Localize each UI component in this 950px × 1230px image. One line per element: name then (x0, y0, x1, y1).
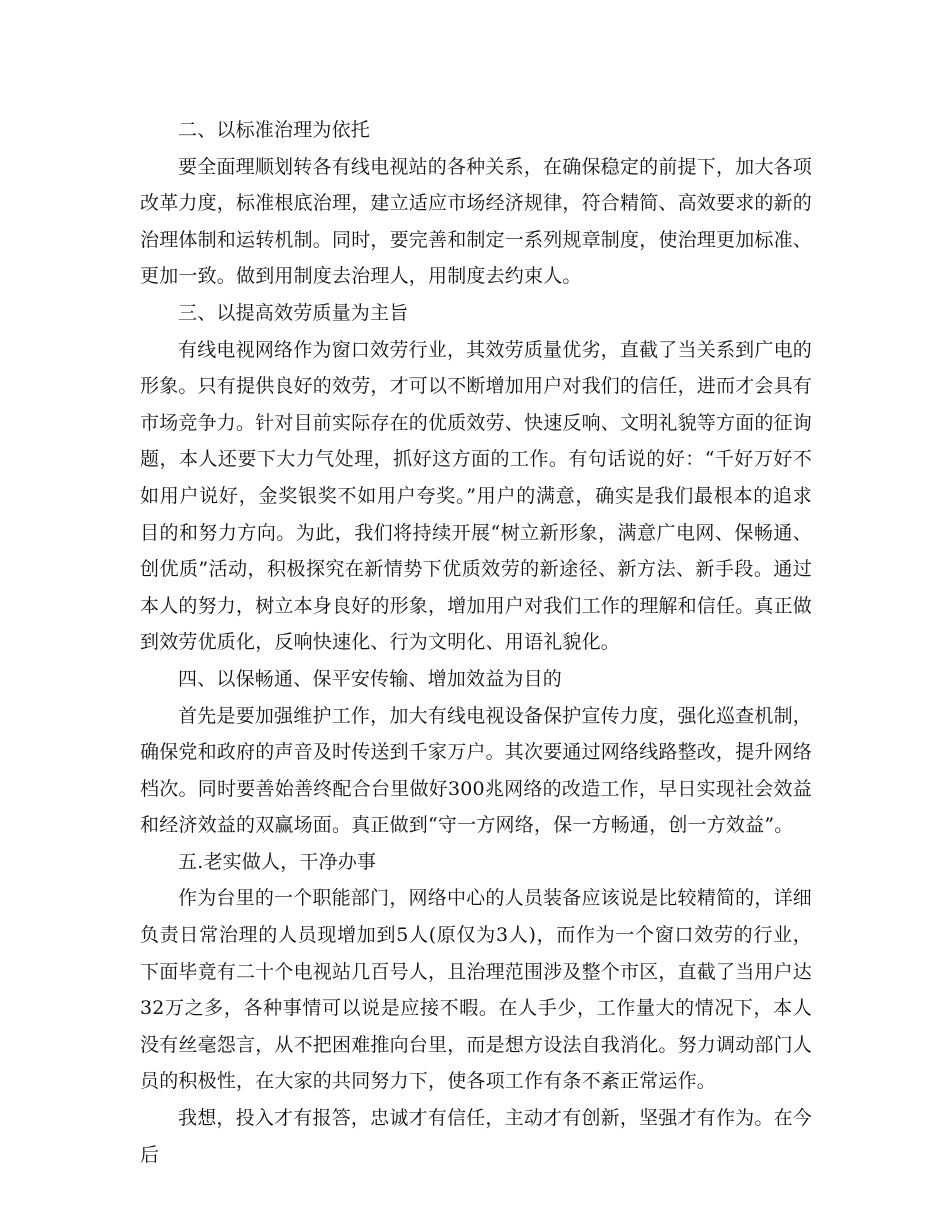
document-body (140, 112, 812, 1173)
closing-paragraph: 我想，投入才有报答，忠诚才有信任，主动才有创新，坚强才有作为。在今后 (140, 1107, 812, 1166)
section-5-paragraph: 作为台里的一个职能部门，网络中心的人员装备应该说是比较精简的，详细负责日常治理的人员现增加到5人(原仅为3人)，而作为一个窗口效劳的行业，下面毕竟有二十个电视站几百号人，且治理范围涉及整个市区，直截了当用户达32万之多，各种事情可以说是应接不暇。在人手少，工作量大的情况下，本人没有丝毫怨言，从不把困难推向台里，而是想方设法自我消化。努力调动部门人员的积极性，在大家的共同努力下，使各项工作有条不紊正常运作。 (140, 887, 813, 1093)
section-3-paragraph: 有线电视网络作为窗口效劳行业，其效劳质量优劣，直截了当关系到广电的形象。只有提供良好的效劳，才可以不断增加用户对我们的信任，进而才会具有市场竞争力。针对目前实际存在的优质效劳、快速反响、文明礼貌等方面的征询题，本人还要下大力气处理，抓好这方面的工作。有句话说的好：“千好万好不如用户说好，金奖银奖不如用户夸奖。”用户的满意，确实是我们最根本的追求目的和努力方向。为此，我们将持续开展“树立新形象，满意广电网、保畅通、创优质”活动，积极探究在新情势下优质效劳的新途径、新方法、新手段。通过本人的努力，树立本身良好的形象，增加用户对我们工作的理解和信任。真正做到效劳优质化，反响快速化、行为文明化、用语礼貌化。 (140, 338, 813, 654)
section-heading-4: 四、以保畅通、保平安传输、增加效益为目的 (178, 667, 563, 690)
section-heading-3: 三、以提高效劳质量为主旨 (178, 301, 409, 324)
section-heading-5: 五.老实做人，干净办事 (178, 850, 377, 873)
section-heading-2: 二、以标准治理为依托 (178, 119, 371, 141)
section-2-paragraph: 要全面理顺划转各有线电视站的各种关系，在确保稳定的前提下，加大各项改革力度，标准根底治理，建立适应市场经济规律，符合精简、高效要求的新的治理体制和运转机制。同时，要完善和制定一系列规章制度，使治理更加标准、更加一致。做到用制度去治理人，用制度去约束人。 (140, 155, 813, 288)
section-4-paragraph: 首先是要加强维护工作，加大有线电视设备保护宣传力度，强化巡查机制，确保党和政府的声音及时传送到千家万户。其次要通过网络线路整改，提升网络档次。同时要善始善终配合台里做好300兆网络的改造工作，早日实现社会效益和经济效益的双赢场面。真正做到“守一方网络，保一方畅通，创一方效益”。 (140, 704, 813, 837)
